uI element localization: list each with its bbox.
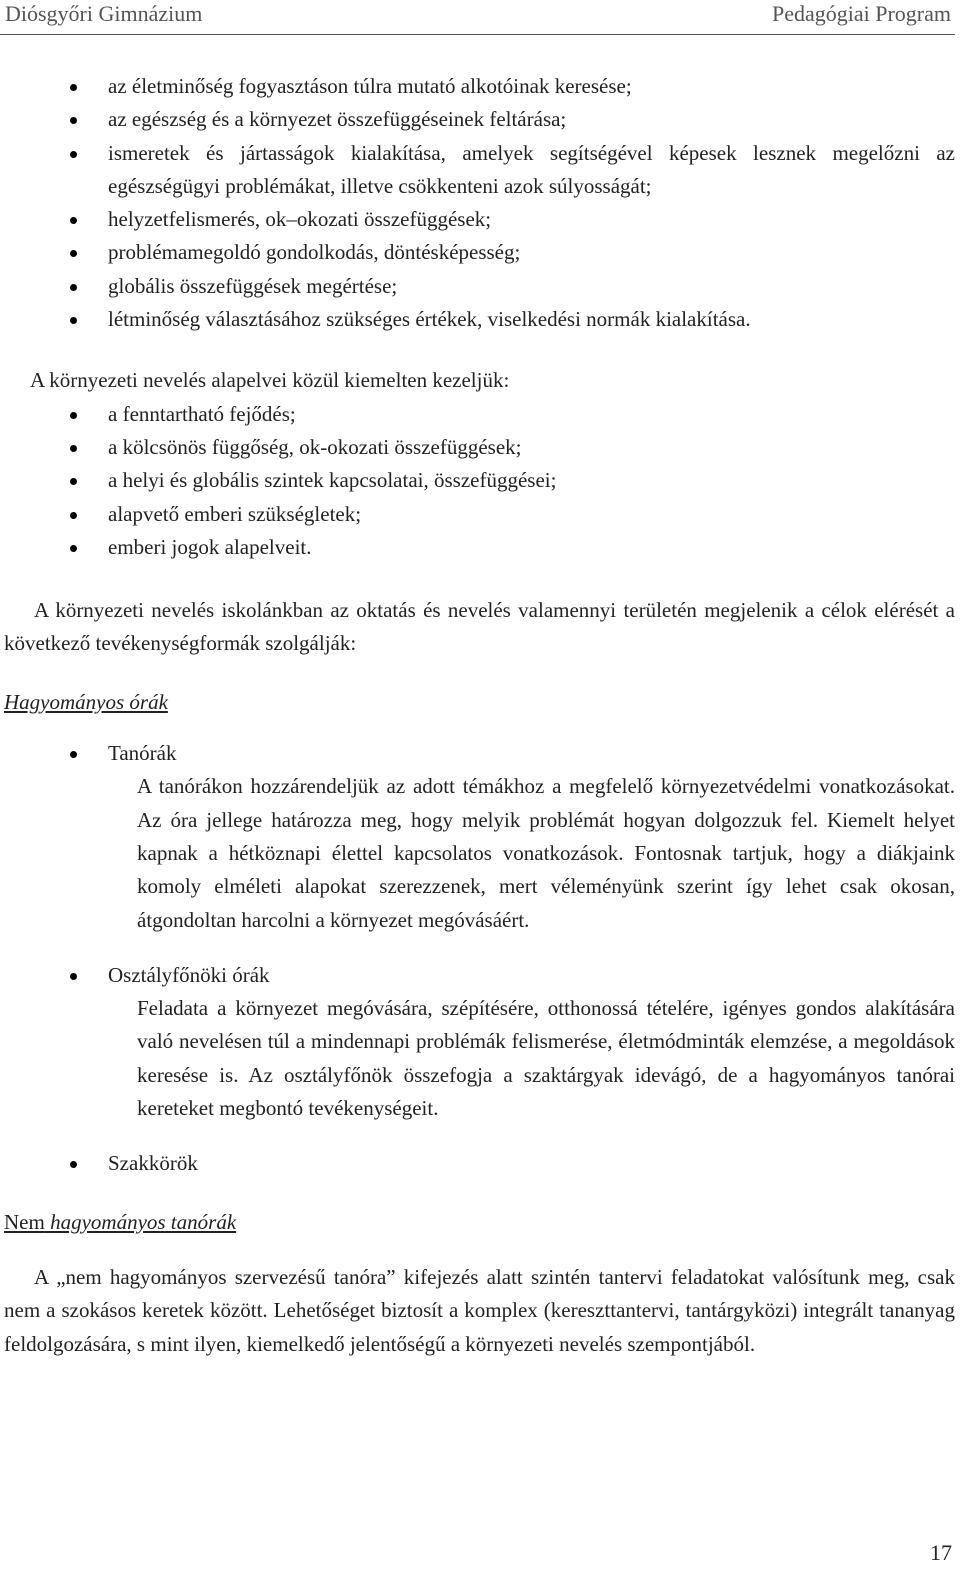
header-school-name: Diósgyőri Gimnázium [5, 1, 203, 26]
bullet-list-goals [0, 70, 955, 336]
list-item: alapvető emberi szükségletek; [0, 498, 955, 531]
list-item-title: Osztályfőnöki órák [108, 962, 270, 987]
list-item: a helyi és globális szintek kapcsolatai, összefüggései; [0, 464, 955, 497]
section-heading-traditional [0, 686, 955, 719]
bullet-list-lesson-types [0, 737, 955, 1181]
list-item: a fenntartható fejődés; [0, 398, 955, 431]
heading-nontraditional-lessons: hagyományos tanórák [50, 1209, 237, 1234]
list-item-description: Feladata a környezet megóvására, szépítésére, otthonossá tételére, igényes gondos alakítására való nevelésen túl a mindennapi problémák felismerése, életmódminták elemzése, a megoldások keresése is. Az osztályfőnök összefogja a szaktárgyak idevágó, de a hagyományos tanórai kereteket megbontó tevékenységeit. [137, 996, 955, 1121]
bullet-list-principles [0, 398, 955, 564]
document-body [0, 70, 955, 1361]
list-item: az egészség és a környezet összefüggéseinek feltárása; [0, 103, 955, 136]
heading-nontraditional-prefix: Nem [4, 1209, 45, 1234]
list-item-title: Tanórák [108, 741, 177, 766]
list-item: emberi jogok alapelveit. [0, 531, 955, 564]
list-item-tanorak [0, 737, 955, 937]
list-item: globális összefüggések megértése; [0, 270, 955, 303]
list-item-szakkorok [0, 1147, 955, 1180]
paragraph-principles-intro: A környezeti nevelés alapelvei közül kiemelten kezeljük: [30, 368, 510, 393]
paragraph-activity-forms: A környezeti nevelés iskolánkban az oktatás és nevelés valamennyi területén megjelenik a célok elérését a következő tevékenységformák szolgálják: [4, 598, 955, 656]
list-item-osztalyfonoki [0, 959, 955, 1125]
section-heading-nontraditional [0, 1206, 955, 1239]
list-item: a kölcsönös függőség, ok-okozati összefüggések; [0, 431, 955, 464]
header-document-title: Pedagógiai Program [771, 1, 951, 26]
list-item: problémamegoldó gondolkodás, döntésképesség; [0, 236, 955, 269]
list-item: létminőség választásához szükséges értékek, viselkedési normák kialakítása. [0, 303, 955, 336]
list-item-description: A tanórákon hozzárendeljük az adott témákhoz a megfelelő környezetvédelmi vonatkozásokat. Az óra jellege határozza meg, hogy melyik problémát hogyan dolgozzuk fel. Kiemelt helyet kapnak a hétköznapi élettel kapcsolatos vonatkozások. Fontosnak tartjuk, hogy a diákjaink komoly elméleti alapokat szerezzenek, mert véleményünk szerint így lehet csak okosan, átgondoltan harcolni a környezet megóvásáért. [137, 774, 955, 932]
page-number: 17 [930, 1540, 952, 1565]
list-item: az életminőség fogyasztáson túlra mutató alkotóinak keresése; [0, 70, 955, 103]
heading-traditional-lessons: Hagyományos órák [4, 689, 168, 714]
list-item: ismeretek és jártasságok kialakítása, amelyek segítségével képesek lesznek megelőzni az egészségügyi problémákat, illetve csökkenteni azok súlyosságát; [0, 137, 955, 204]
list-item: helyzetfelismerés, ok–okozati összefüggések; [0, 203, 955, 236]
page-header [0, 0, 955, 35]
paragraph-nontraditional: A „nem hagyományos szervezésű tanóra” kifejezés alatt szintén tantervi feladatokat valósítunk meg, csak nem a szokásos keretek között. Lehetőséget biztosít a komplex (kereszttantervi, tantárgyközi) integrált tananyag feldolgozására, s mint ilyen, kiemelkedő jelentőségű a környezeti nevelés szempontjából. [4, 1264, 955, 1356]
list-item-title: Szakkörök [108, 1151, 198, 1176]
